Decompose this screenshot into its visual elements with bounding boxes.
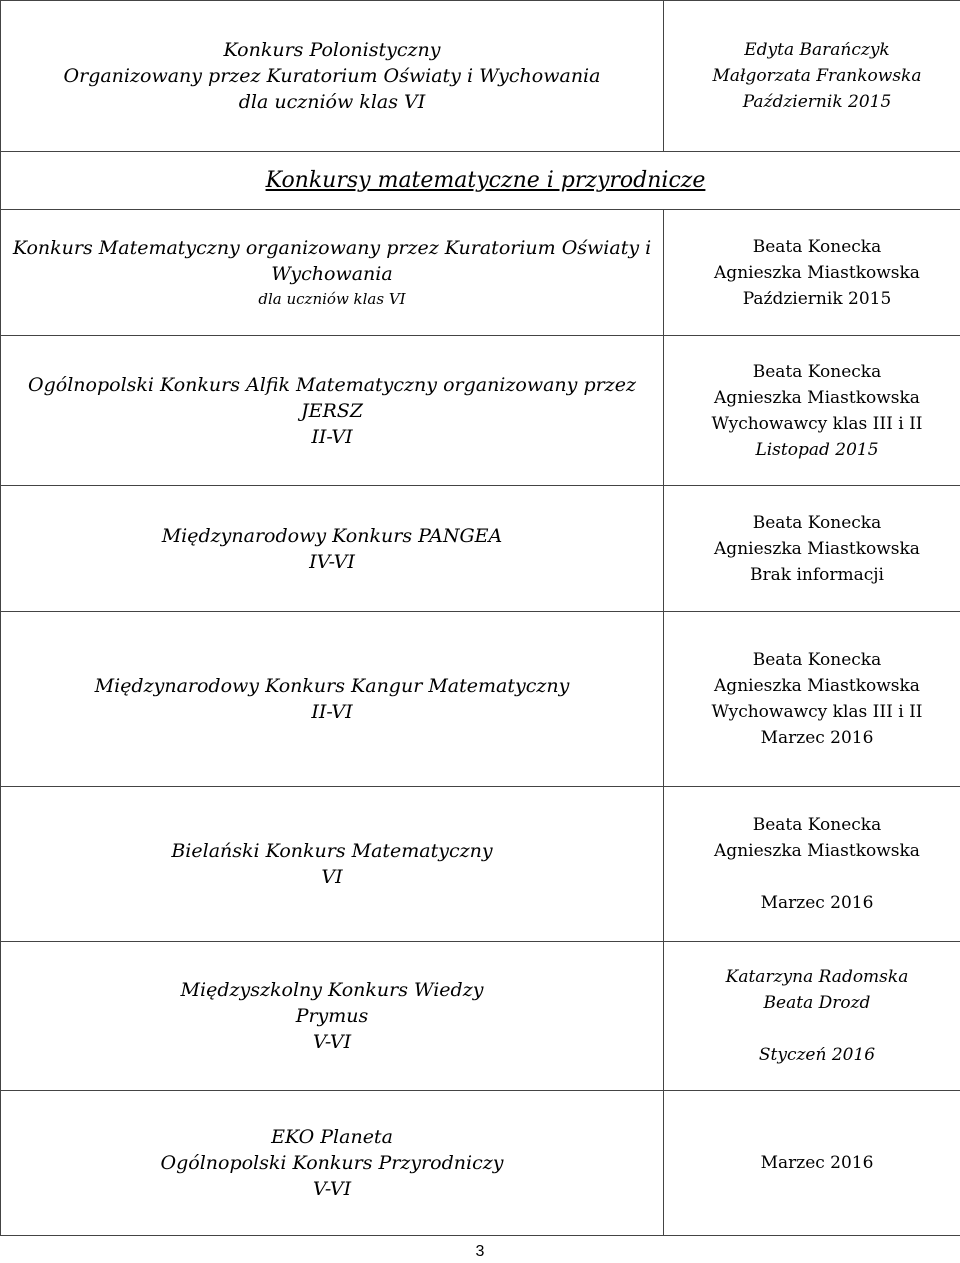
competition-cell <box>1 210 664 336</box>
competition-title: Ogólnopolski Konkurs Alfik Matematyczny organizowany przez <box>28 373 636 396</box>
competition-cell <box>1 1 664 152</box>
competition-classes: IV-VI <box>309 550 355 573</box>
organizers-cell <box>664 942 960 1091</box>
organizers-cell <box>664 486 960 612</box>
teacher-name: Agnieszka Miastkowska <box>714 538 920 559</box>
competition-classes: dla uczniów klas VI <box>258 289 406 308</box>
competition-title: Konkurs Polonistyczny <box>223 39 441 61</box>
competition-cell <box>1 612 664 787</box>
competition-title: Międzynarodowy Konkurs Kangur Matematyczny <box>94 675 570 697</box>
competition-date: Brak informacji <box>750 564 884 585</box>
competition-date: Styczeń 2016 <box>758 1045 876 1065</box>
competition-classes: V-VI <box>312 1178 352 1200</box>
competition-organizer: JERSZ <box>300 399 363 422</box>
table-row <box>1 336 960 486</box>
competition-classes: V-VI <box>312 1031 352 1053</box>
organizers-cell <box>664 612 960 787</box>
competition-title: Prymus <box>295 1005 369 1027</box>
competition-title: Ogólnopolski Konkurs Przyrodniczy <box>160 1152 504 1174</box>
teacher-name: Agnieszka Miastkowska <box>714 676 920 696</box>
teacher-name: Beata Konecka <box>752 236 882 257</box>
section-title: Konkursy matematyczne i przyrodnicze <box>265 168 706 193</box>
table-row <box>1 486 960 612</box>
teacher-name: Beata Konecka <box>752 361 882 382</box>
competition-title: Międzynarodowy Konkurs PANGEA <box>161 524 503 547</box>
teacher-name: Katarzyna Radomska <box>725 967 909 987</box>
competition-date: Październik 2015 <box>742 92 892 112</box>
organizers-cell <box>664 1 960 152</box>
teacher-name: Beata Konecka <box>752 512 882 533</box>
teacher-group: Wychowawcy klas III i II <box>711 413 923 434</box>
competition-title: Międzyszkolny Konkurs Wiedzy <box>180 979 484 1001</box>
blank-line <box>670 864 960 890</box>
teacher-name: Małgorzata Frankowska <box>712 66 922 86</box>
table-row <box>1 612 960 787</box>
competition-date: Marzec 2016 <box>760 893 874 913</box>
table-row <box>1 787 960 942</box>
teacher-name: Beata Drozd <box>763 993 871 1013</box>
competition-organizer: Organizowany przez Kuratorium Oświaty i Wychowania <box>63 65 601 87</box>
organizers-cell <box>664 336 960 486</box>
organizers-cell <box>664 787 960 942</box>
competition-date: Październik 2015 <box>742 288 892 309</box>
table-row <box>1 210 960 336</box>
competition-cell <box>1 787 664 942</box>
table-row <box>1 1 960 152</box>
teacher-name: Agnieszka Miastkowska <box>714 841 920 861</box>
organizers-cell <box>664 1091 960 1236</box>
competition-classes: dla uczniów klas VI <box>238 91 426 113</box>
teacher-name: Agnieszka Miastkowska <box>714 262 920 283</box>
organizers-cell <box>664 210 960 336</box>
competition-date: Marzec 2016 <box>760 1153 874 1173</box>
competition-classes: II-VI <box>311 425 353 448</box>
competition-classes: VI <box>321 866 343 888</box>
competition-title: EKO Planeta <box>271 1126 393 1148</box>
competition-date: Listopad 2015 <box>755 439 879 460</box>
section-header <box>1 152 960 210</box>
competition-title: Wychowania <box>271 262 393 285</box>
teacher-name: Beata Konecka <box>752 650 882 670</box>
competition-cell <box>1 942 664 1091</box>
blank-line <box>670 1016 960 1042</box>
competition-date: Marzec 2016 <box>760 728 874 748</box>
page-number: 3 <box>475 1243 485 1260</box>
teacher-group: Wychowawcy klas III i II <box>711 702 923 722</box>
competition-cell <box>1 486 664 612</box>
table-row <box>1 942 960 1091</box>
competition-title: Konkurs Matematyczny organizowany przez Kuratorium Oświaty i <box>12 236 652 259</box>
table-row <box>1 1091 960 1236</box>
teacher-name: Agnieszka Miastkowska <box>714 387 920 408</box>
table-row <box>1 152 960 210</box>
competition-cell <box>1 1091 664 1236</box>
competition-cell <box>1 336 664 486</box>
teacher-name: Edyta Barańczyk <box>744 40 890 60</box>
teacher-name: Beata Konecka <box>752 815 882 835</box>
competition-classes: II-VI <box>311 701 353 723</box>
competition-title: Bielański Konkurs Matematyczny <box>171 840 493 862</box>
